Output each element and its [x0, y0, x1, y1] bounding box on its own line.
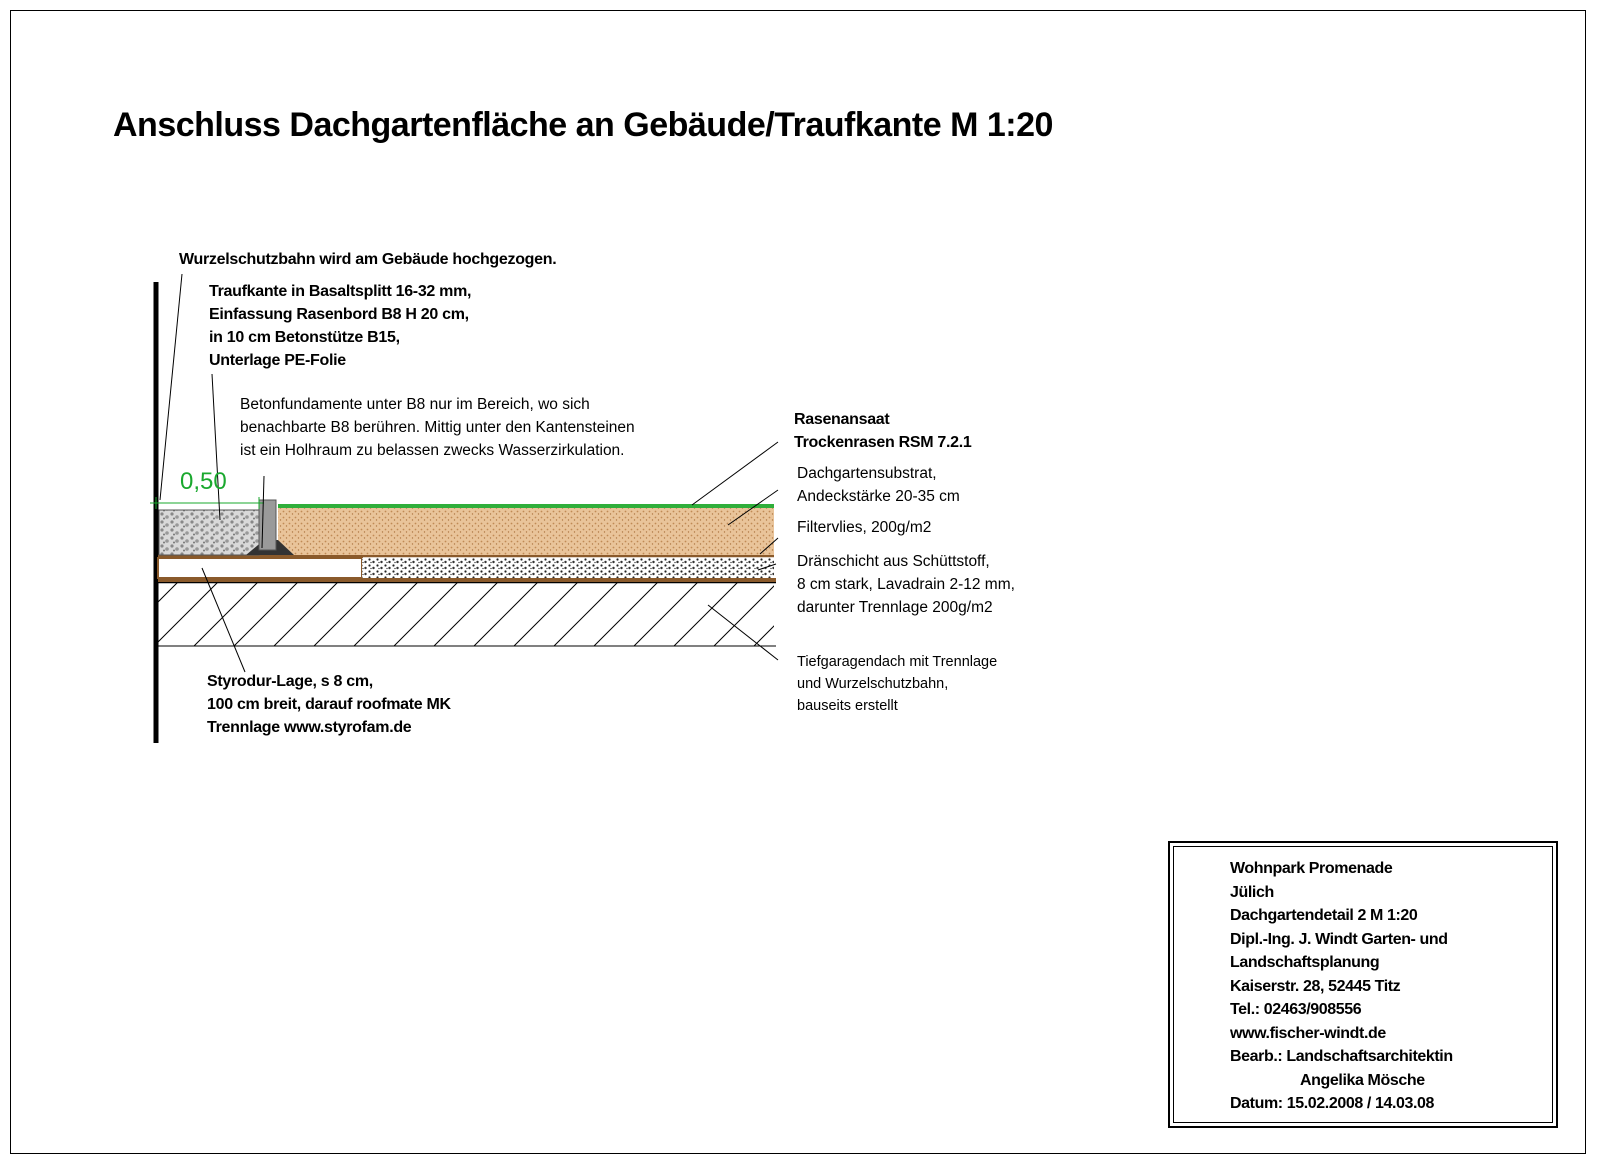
label-filtervlies: Filtervlies, 200g/m2 — [797, 519, 932, 536]
label-traufkante — [209, 280, 471, 372]
label-line: Styrodur-Lage, s 8 cm, — [207, 673, 373, 690]
label-wurzelschutz: Wurzelschutzbahn wird am Gebäude hochgezogen. — [179, 251, 557, 268]
label-substrat — [797, 462, 960, 508]
label-line: Unterlage PE-Folie — [209, 352, 346, 369]
label-line: Andeckstärke 20-35 cm — [797, 488, 960, 505]
substrate-layer — [278, 507, 774, 555]
garage-roof-slab — [158, 582, 774, 646]
leader-wurzelschutz — [160, 274, 182, 500]
label-line: 8 cm stark, Lavadrain 2-12 mm, — [797, 576, 1015, 593]
title-block-line: www.fischer-windt.de — [1230, 1024, 1386, 1042]
title-block-text — [1230, 857, 1453, 1116]
title-block-line: Datum: 15.02.2008 / 14.03.08 — [1230, 1095, 1435, 1112]
label-betonfundamente — [240, 393, 635, 462]
dimension-label: 0,50 — [180, 468, 227, 495]
label-line: in 10 cm Betonstütze B15, — [209, 329, 400, 346]
drainage-layer — [362, 558, 774, 578]
title-block-line: Landschaftsplanung — [1230, 954, 1380, 971]
title-block-line: Jülich — [1230, 883, 1274, 901]
leader-rasenansaat — [692, 442, 778, 505]
label-line: 100 cm breit, darauf roofmate MK — [207, 696, 451, 713]
gravel-eave-strip — [159, 510, 259, 555]
label-line: Dachgartensubstrat, — [797, 465, 937, 482]
label-rasenansaat — [794, 408, 972, 454]
title-block — [1168, 841, 1558, 1128]
title-block-line: Bearb.: Landschaftsarchitektin — [1230, 1048, 1453, 1065]
label-line: Traufkante in Basaltsplitt 16-32 mm, — [209, 283, 472, 300]
label-styrodur — [207, 670, 451, 739]
label-line: Betonfundamente unter B8 nur im Bereich, wo sich — [240, 396, 590, 413]
title-block-line: Tel.: 02463/908556 — [1230, 1001, 1362, 1018]
label-line: Einfassung Rasenbord B8 H 20 cm, — [209, 306, 469, 323]
title-block-line: Angelika Mösche — [1300, 1071, 1425, 1089]
title-block-line: Dipl.-Ing. J. Windt Garten- und — [1230, 930, 1448, 948]
drawing-title: Anschluss Dachgartenfläche an Gebäude/Traufkante M 1:20 — [113, 106, 1053, 144]
label-line: Trockenrasen RSM 7.2.1 — [794, 434, 972, 451]
styrodur-board — [158, 558, 362, 578]
label-line: benachbarte B8 berühren. Mittig unter den Kantensteinen — [240, 419, 635, 436]
curb-stone — [259, 500, 276, 550]
title-block-line: Dachgartendetail 2 M 1:20 — [1230, 907, 1418, 924]
label-line: Dränschicht aus Schüttstoff, — [797, 553, 990, 570]
label-line: Trennlage www.styrofam.de — [207, 719, 412, 736]
label-line: Tiefgaragendach mit Trennlage — [797, 654, 998, 670]
label-line: ist ein Holhraum zu belassen zwecks Wasserzirkulation. — [240, 442, 625, 459]
label-line: Rasenansaat — [794, 411, 890, 428]
title-block-line: Kaiserstr. 28, 52445 Titz — [1230, 977, 1401, 995]
label-line: darunter Trennlage 200g/m2 — [797, 599, 993, 616]
leader-traufkante — [212, 374, 220, 520]
title-block-line: Wohnpark Promenade — [1230, 860, 1393, 877]
label-tiefgarage — [797, 651, 997, 717]
label-line: und Wurzelschutzbahn, — [797, 676, 949, 692]
label-draenschicht — [797, 550, 1015, 619]
label-line: bauseits erstellt — [797, 698, 898, 714]
